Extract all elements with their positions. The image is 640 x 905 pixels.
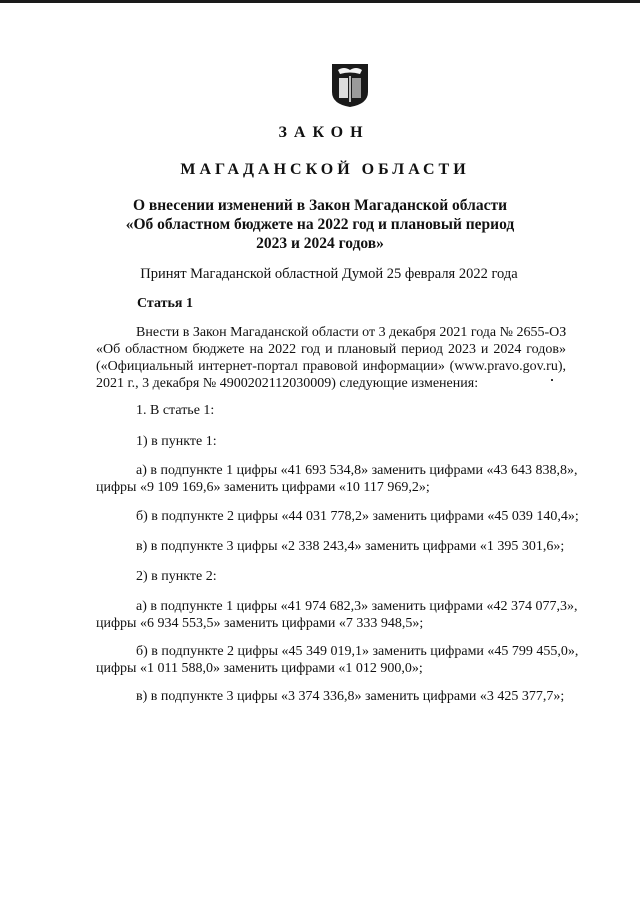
scan-top-edge	[0, 0, 640, 3]
paragraph-line: цифры «6 934 553,5» заменить цифрами «7 333 948,5»;	[96, 616, 424, 631]
paragraph-line: «Об областном бюджете на 2022 год и плановый период 2023 и 2024 годов»	[96, 342, 566, 357]
article-heading: Статья 1	[137, 296, 193, 311]
item-point-1-sub-a	[96, 462, 578, 496]
paragraph-line: а) в подпункте 1 цифры «41 974 682,3» заменить цифрами «42 374 077,3»,	[136, 599, 578, 614]
scan-speck	[551, 379, 553, 381]
paragraph-line: в) в подпункте 3 цифры «3 374 336,8» заменить цифрами «3 425 377,7»;	[136, 689, 565, 704]
paragraph-line: 2) в пункте 2:	[136, 569, 217, 584]
paragraph-line: («Официальный интернет-портал правовой информации» (www.pravo.gov.ru),	[96, 359, 566, 374]
paragraph-line: 1) в пункте 1:	[136, 434, 217, 449]
law-title-line: 2023 и 2024 годов»	[256, 235, 384, 252]
paragraph-line: в) в подпункте 3 цифры «2 338 243,4» заменить цифрами «1 395 301,6»;	[136, 539, 565, 554]
adoption-statement: Принят Магаданской областной Думой 25 февраля 2022 года	[140, 266, 518, 282]
item-point-2-sub-b	[96, 643, 579, 677]
law-title	[100, 196, 540, 253]
paragraph-line: цифры «1 011 588,0» заменить цифрами «1 012 900,0»;	[96, 661, 423, 676]
item-point-2-sub-a	[96, 598, 578, 632]
item-article-1	[96, 402, 566, 419]
region-heading: МАГАДАНСКОЙ ОБЛАСТИ	[180, 161, 470, 178]
item-point-2-sub-c	[96, 688, 566, 705]
paragraph-line: б) в подпункте 2 цифры «44 031 778,2» заменить цифрами «45 039 140,4»;	[136, 509, 579, 524]
intro-paragraph	[96, 324, 566, 392]
paragraph-line: б) в подпункте 2 цифры «45 349 019,1» заменить цифрами «45 799 455,0»,	[136, 644, 579, 659]
item-point-1	[96, 433, 566, 450]
paragraph-line: а) в подпункте 1 цифры «41 693 534,8» заменить цифрами «43 643 838,8»,	[136, 463, 578, 478]
document-heading: ЗАКОН	[278, 124, 370, 141]
law-title-line: О внесении изменений в Закон Магаданской области	[132, 197, 508, 214]
item-point-1-sub-b	[96, 508, 579, 525]
paragraph-line: 2021 г., 3 декабря № 4900202112030009) следующие изменения:	[96, 376, 479, 391]
paragraph-line: цифры «9 109 169,6» заменить цифрами «10 117 969,2»;	[96, 480, 430, 495]
law-title-line: «Об областном бюджете на 2022 год и плановый период	[125, 216, 515, 233]
item-point-1-sub-c	[96, 538, 566, 555]
paragraph-line: 1. В статье 1:	[136, 403, 215, 418]
item-point-2	[96, 568, 566, 585]
paragraph-line: Внести в Закон Магаданской области от 3 декабря 2021 года № 2655-ОЗ	[136, 325, 567, 340]
coat-of-arms-icon	[330, 62, 370, 108]
